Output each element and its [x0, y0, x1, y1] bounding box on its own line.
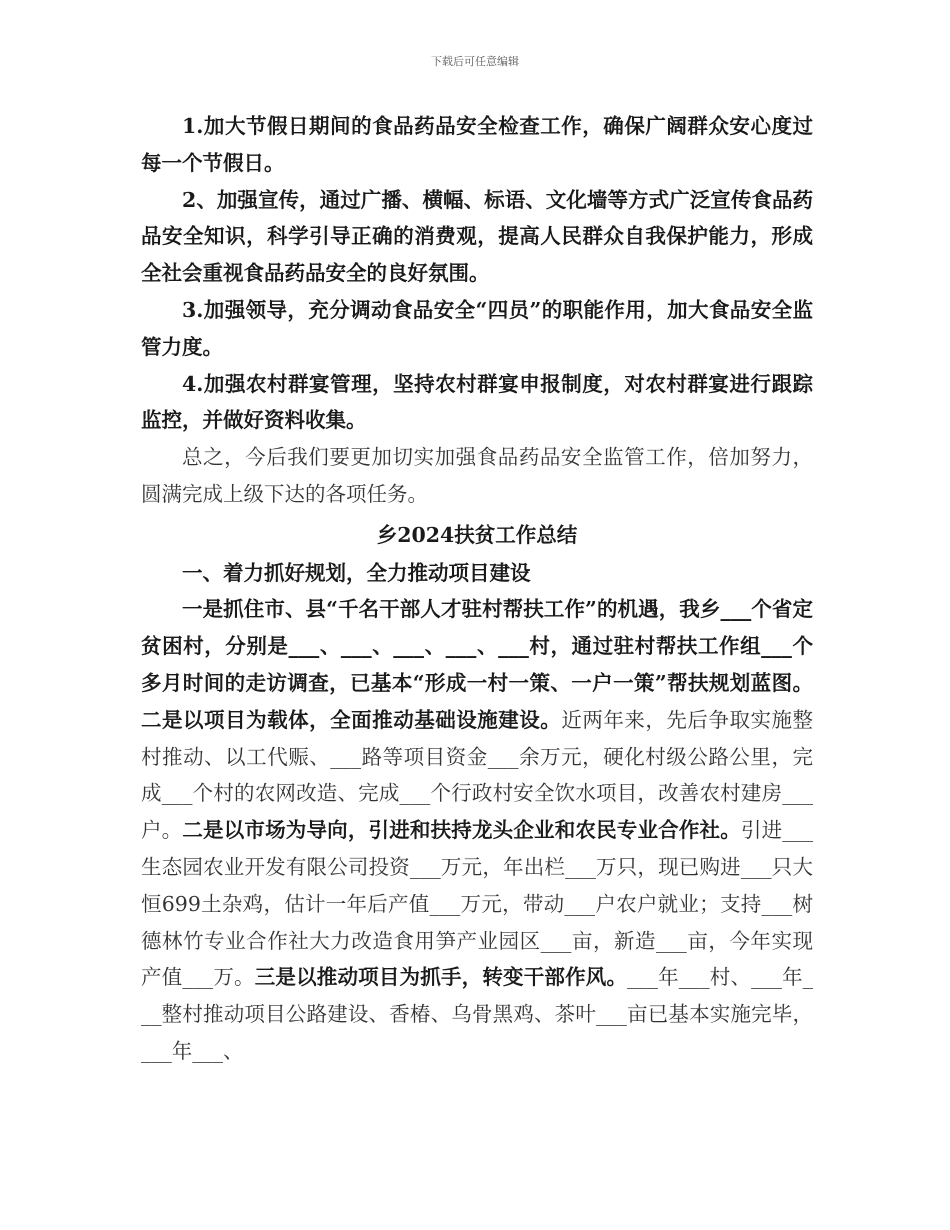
para-sentence-3: 二是以市场为导向，引进和扶持龙头企业和农民专业合作社。 [182, 818, 741, 843]
para-sentence-5: 三是以推动项目为抓手，转变干部作风。 [254, 965, 628, 990]
item-2: 2、加强宣传，通过广播、横幅、标语、文化墙等方式广泛宣传食品药品安全知识，科学引导正确的消费观，提高人民群众自我保护能力，形成全社会重视食品药品安全的良好氛围。 [141, 187, 813, 286]
section-title: 乡2024扶贫工作总结 [376, 522, 578, 547]
page-header: 下载后可任意编辑 [431, 55, 519, 68]
para-sentence-2: 近两年来，先后争取实施整村推动、以工代赈、___路等项目资金___余万元，硬化村级公路公里，完成___个村的农网改造、完成___个行政村安全饮水项目，改善农村建房___户。 [141, 707, 814, 843]
para-sentence-4: 引进___生态园农业开发有限公司投资___万元，年出栏___万只，现已购进___只大恒699土杂鸡，估计一年后产值___万元，带动___户农户就业；支持___树德林竹专业合作社大力改造食用笋产业园区___亩，新造___亩，今年实现产值___万。 [141, 818, 814, 990]
conclusion-paragraph: 总之，今后我们要更加切实加强食品药品安全监管工作，倍加努力，圆满完成上级下达的各项任务。 [141, 445, 813, 506]
main-paragraph [141, 591, 813, 1069]
document-body [141, 108, 813, 1070]
item-3: 3.加强领导，充分调动食品安全“四员”的职能作用，加大食品安全监管力度。 [141, 297, 813, 359]
para-sentence-1: 一是抓住市、县“千名干部人才驻村帮扶工作”的机遇，我乡___个省定贫困村，分别是___、___、___、___、___村，通过驻村帮扶工作组___个多月时间的走访调查，已基本“形成一村一策、一户一策”帮扶规划蓝图。二是以项目为载体，全面推动基础设施建设。 [141, 597, 813, 732]
item-1: 1.加大节假日期间的食品药品安全检查工作，确保广阔群众安心度过每一个节假日。 [141, 114, 813, 175]
para-sentence-6: ___年___村、___年___整村推动项目公路建设、香椿、乌骨黑鸡、茶叶___亩已基本实施完毕，___年___、 [141, 965, 814, 1063]
heading-1: 一、着力抓好规划，全力推动项目建设 [182, 560, 531, 585]
item-4: 4.加强农村群宴管理，坚持农村群宴申报制度，对农村群宴进行跟踪监控，并做好资料收集。 [141, 371, 813, 433]
